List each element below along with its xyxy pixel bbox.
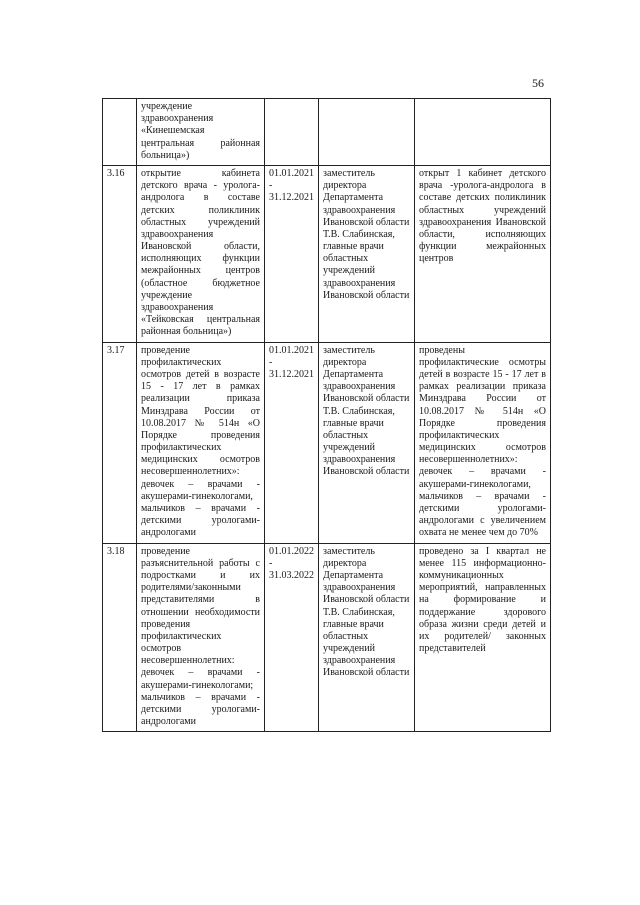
- date-to: 31.12.2021: [269, 368, 314, 380]
- period-dash: -: [269, 180, 273, 192]
- event-cell: проведение профилактических осмотров детей в возрасте 15 - 17 лет в рамках реализации приказа Минздрава России от 10.08.2017 № 514н «О Порядке проведения профилактических медицинских осмотров несовершеннолетних»: девочек – врачами - акушерами-гинекологами, мальчиков – врачами - детскими урологами-андрологами: [137, 342, 265, 543]
- result-cell: [415, 99, 551, 166]
- table-row: [103, 543, 551, 732]
- event-cell: учреждение здравоохранения «Кинешемская центральная районная больница»): [137, 99, 265, 166]
- result-cell: проведены профилактические осмотры детей в возрасте 15 - 17 лет в рамках реализации приказа Минздрава России от 10.08.2017 № 514н «О Порядке проведения профилактических медицинских осмотров несовершеннолетних»: девочек – врачами - акушерами-гинекологами, мальчиков – врачами - детскими урологами-андрологами с увеличением охвата не менее чем до 70%: [415, 342, 551, 543]
- row-number: 3.16: [103, 165, 137, 342]
- period-cell: [265, 543, 319, 732]
- page-number: 56: [532, 76, 544, 90]
- period-cell: [265, 165, 319, 342]
- table-row: [103, 342, 551, 543]
- table-row: [103, 165, 551, 342]
- period-dash: -: [269, 356, 273, 368]
- date-from: 01.01.2021: [269, 344, 314, 356]
- period-dash: -: [269, 557, 273, 569]
- row-number: 3.18: [103, 543, 137, 732]
- result-cell: проведено за I квартал не менее 115 информационно-коммуникационных мероприятий, направленных на формирование и поддержание здорового образа жизни среди детей и их родителей/ законных представителей: [415, 543, 551, 732]
- event-cell: открытие кабинета детского врача - уролога-андролога в составе детских поликлиник областных учреждений здравоохранения Ивановской области, исполняющих функции межрайонных центров (областное бюджетное учреждение здравоохранения «Тейковская центральная районная больница»): [137, 165, 265, 342]
- result-cell: открыт 1 кабинет детского врача -уролога-андролога в составе детских поликлиник областных учреждений здравоохранения Ивановской области, исполняющих функции межрайонных центров: [415, 165, 551, 342]
- event-cell: проведение разъяснительной работы с подростками и их родителями/законными представителями в отношении необходимости проведения профилактических осмотров несовершеннолетних: девочек – врачами - акушерами-гинекологами; мальчиков – врачами - детскими урологами-андрологами: [137, 543, 265, 732]
- measures-table: [102, 98, 551, 732]
- date-from: 01.01.2021: [269, 167, 314, 179]
- responsible-cell: заместитель директора Департамента здравоохранения Ивановской области Т.В. Слабинская, главные врачи областных учреждений здравоохранения Ивановской области: [319, 543, 415, 732]
- date-to: 31.03.2022: [269, 569, 314, 581]
- period-cell: [265, 99, 319, 166]
- date-to: 31.12.2021: [269, 192, 314, 204]
- period-cell: [265, 342, 319, 543]
- table-row: [103, 99, 551, 166]
- responsible-cell: заместитель директора Департамента здравоохранения Ивановской области Т.В. Слабинская, главные врачи областных учреждений здравоохранения Ивановской области: [319, 165, 415, 342]
- responsible-cell: [319, 99, 415, 166]
- row-number: [103, 99, 137, 166]
- date-from: 01.01.2022: [269, 545, 314, 557]
- row-number: 3.17: [103, 342, 137, 543]
- responsible-cell: заместитель директора Департамента здравоохранения Ивановской области Т.В. Слабинская, главные врачи областных учреждений здравоохранения Ивановской области: [319, 342, 415, 543]
